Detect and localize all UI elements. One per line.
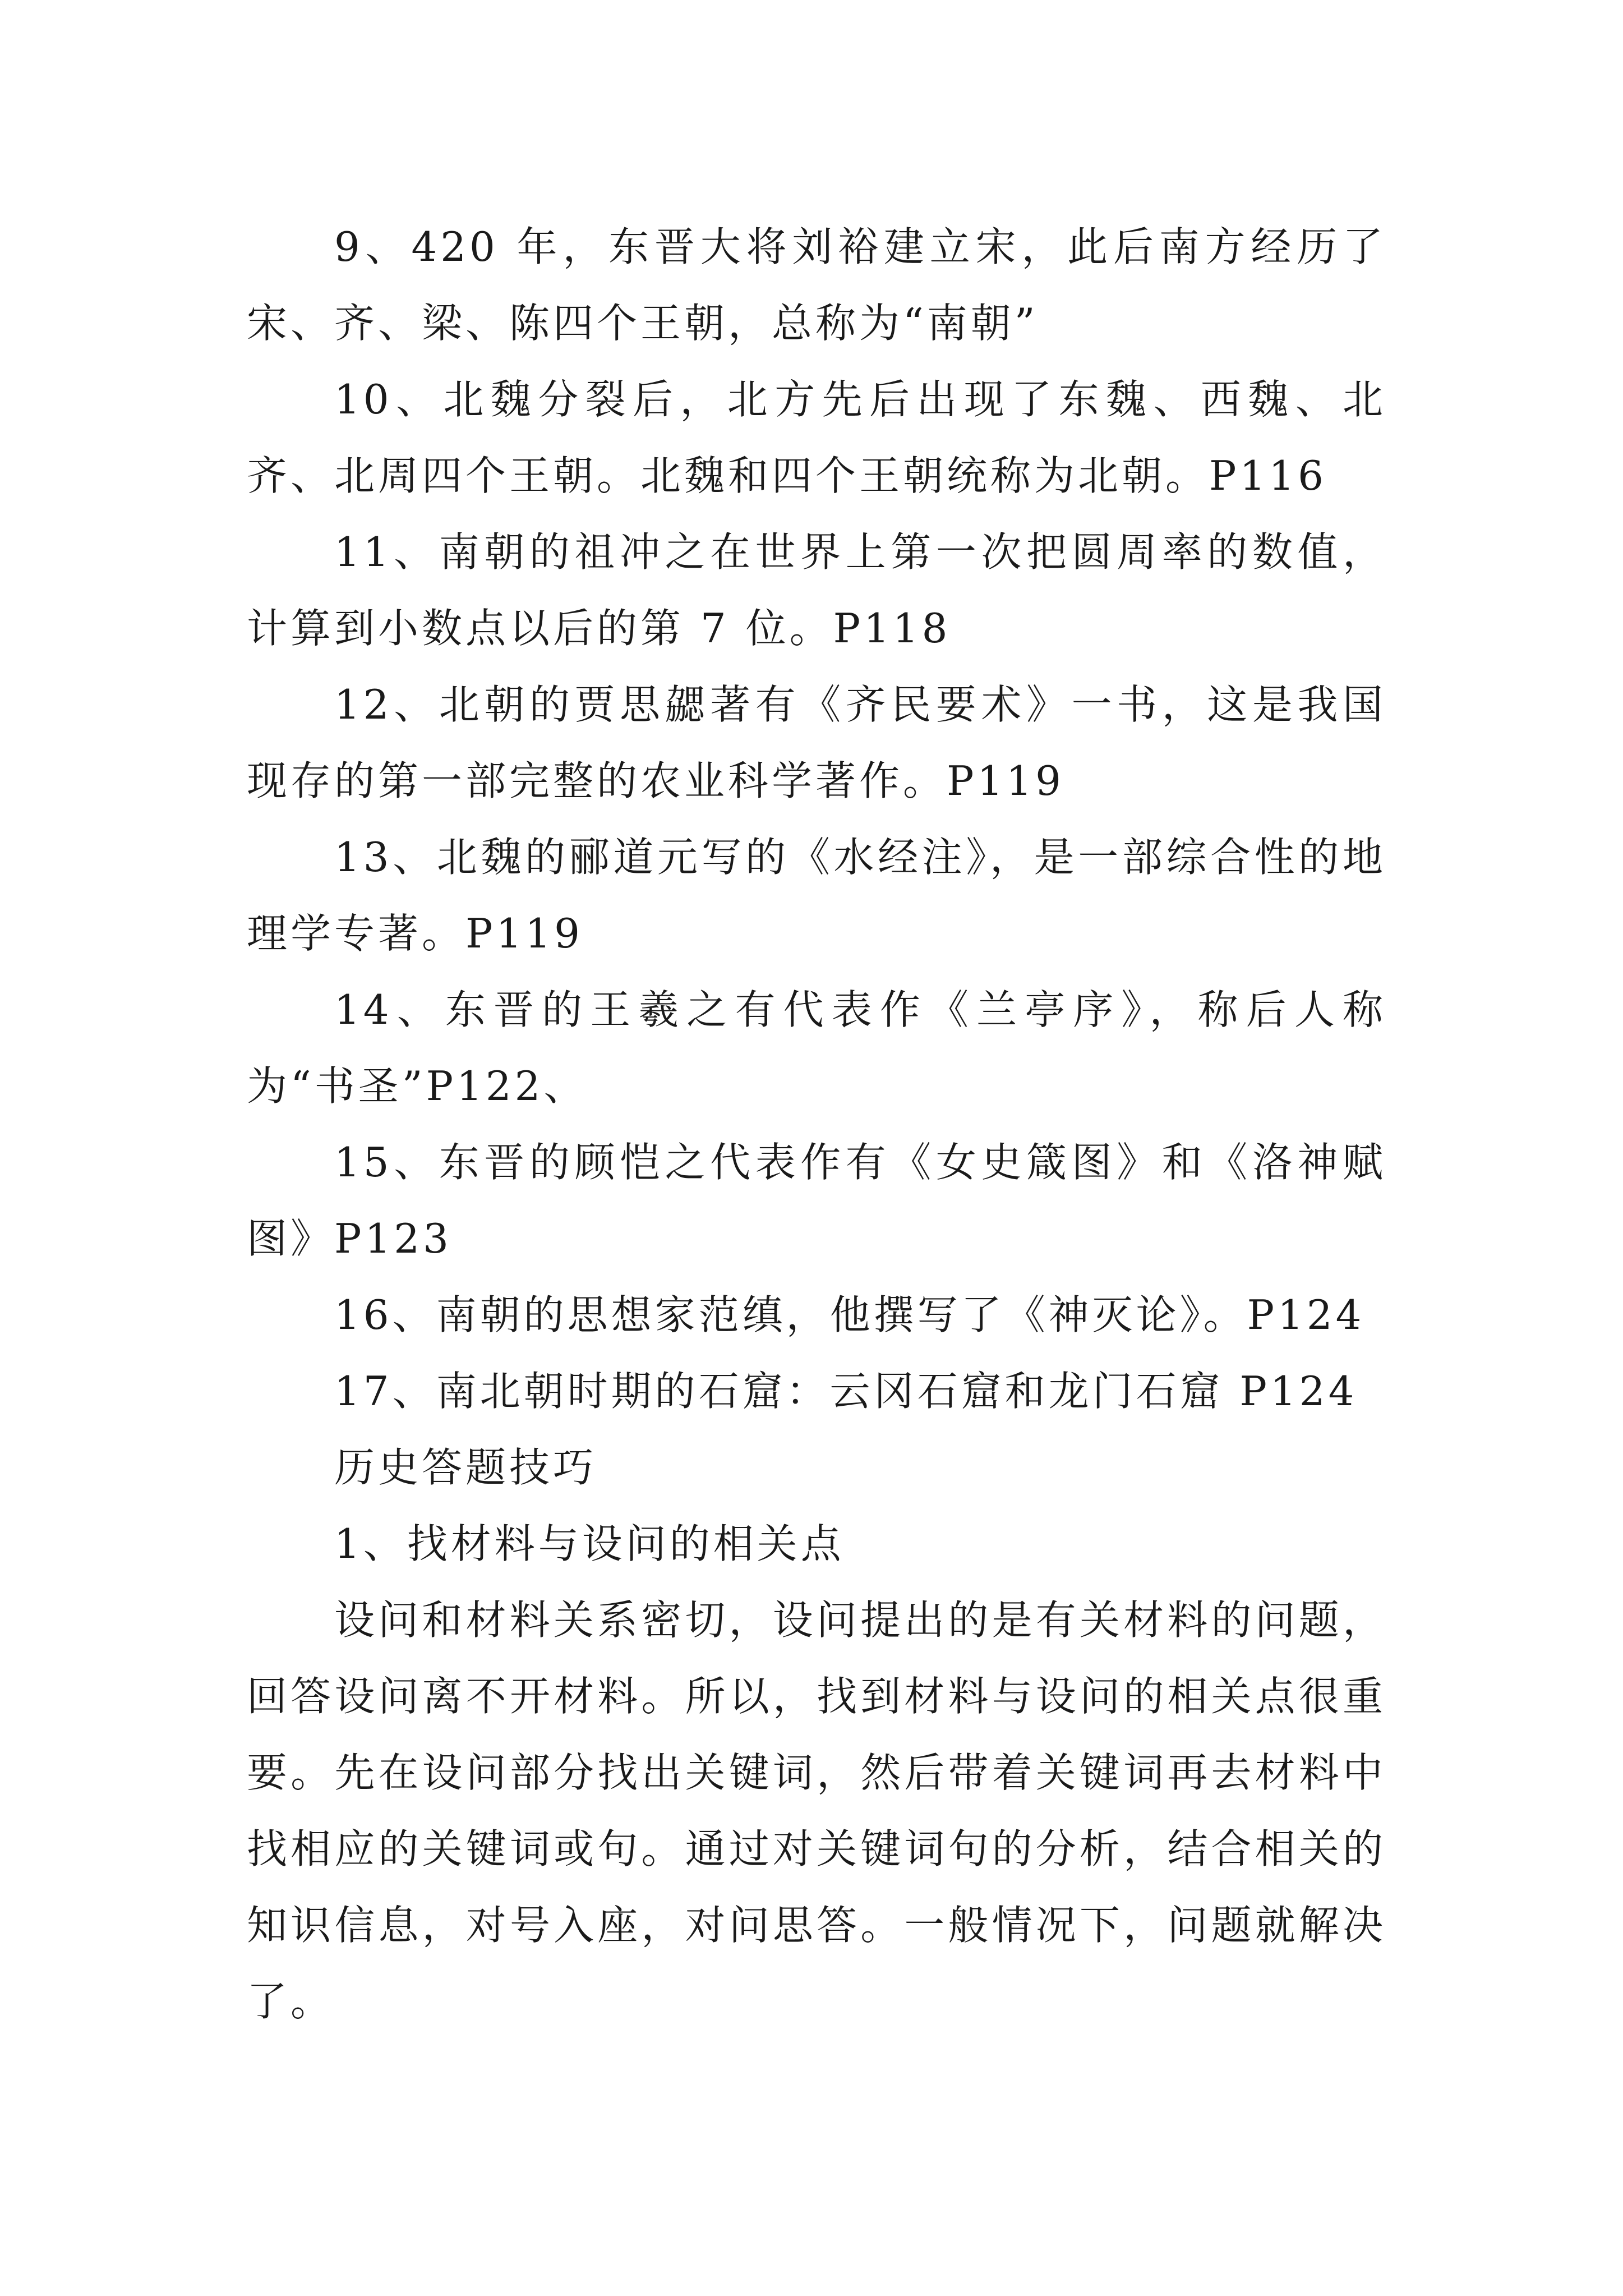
section-title: 历史答题技巧 bbox=[334, 1444, 597, 1491]
list-item-15: 15、东晋的顾恺之代表作有《女史箴图》和《洛神赋图》P123 bbox=[247, 1139, 1386, 1262]
list-item-11: 11、南朝的祖冲之在世界上第一次把圆周率的数值，计算到小数点以后的第 7 位。P118 bbox=[247, 528, 1386, 652]
document-body bbox=[247, 209, 1386, 2040]
list-item-14: 14、东晋的王羲之有代表作《兰亭序》，称后人称为“书圣”P122、 bbox=[247, 986, 1386, 1110]
list-item-16: 16、南朝的思想家范缜，他撰写了《神灭论》。P124 bbox=[334, 1291, 1365, 1338]
list-item-17: 17、南北朝时期的石窟：云冈石窟和龙门石窟 P124 bbox=[334, 1368, 1358, 1415]
list-item-10: 10、北魏分裂后，北方先后出现了东魏、西魏、北齐、北周四个王朝。北魏和四个王朝统称为北朝。P116 bbox=[247, 376, 1386, 499]
tip-title: 1、找材料与设问的相关点 bbox=[334, 1520, 845, 1567]
list-item-12: 12、北朝的贾思勰著有《齐民要术》一书，这是我国现存的第一部完整的农业科学著作。P119 bbox=[247, 681, 1386, 804]
list-item-9: 9、420 年，东晋大将刘裕建立宋，此后南方经历了宋、齐、梁、陈四个王朝，总称为“南朝” bbox=[247, 223, 1386, 347]
tip-body: 设问和材料关系密切，设问提出的是有关材料的问题，回答设问离不开材料。所以，找到材料与设问的相关点很重要。先在设问部分找出关键词，然后带着关键词再去材料中找相应的关键词或句。通过对关键词句的分析，结合相关的知识信息，对号入座，对问思答。一般情况下，问题就解决了。 bbox=[247, 1596, 1386, 2025]
list-item-13: 13、北魏的郦道元写的《水经注》，是一部综合性的地理学专著。P119 bbox=[247, 834, 1386, 957]
